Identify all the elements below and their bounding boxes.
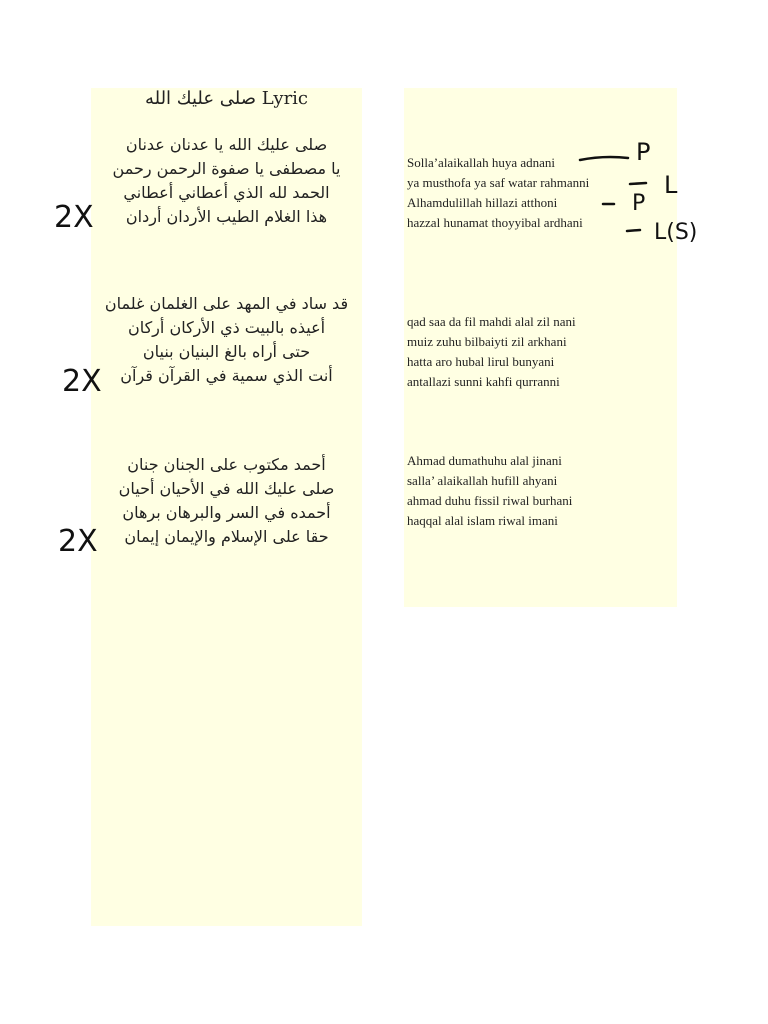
arabic-line: أحمد مكتوب على الجنان جنان <box>127 455 326 474</box>
arabic-stanza-3 <box>91 453 362 549</box>
transliteration-line: antallazi sunni kahfi qurranni <box>407 374 560 389</box>
transliteration-line: muiz zuhu bilbaiyti zil arkhani <box>407 334 567 349</box>
transliteration-stanza-2 <box>407 312 675 392</box>
annotation-p-2: P <box>632 191 646 216</box>
arabic-line: الحمد لله الذي أعطاني أعطاني <box>123 183 330 202</box>
transliteration-line: Alhamdulillah hillazi atthoni <box>407 195 558 210</box>
transliteration-line: salla’ alaikallah hufill ahyani <box>407 473 558 488</box>
transliteration-stanza-3 <box>407 451 675 531</box>
transliteration-line: Solla’alaikallah huya adnani <box>407 155 556 170</box>
transliteration-line: hatta aro hubal lirul bunyani <box>407 354 555 369</box>
repeat-mark-1: 2X <box>54 200 94 235</box>
arabic-line: هذا الغلام الطيب الأردان أردان <box>125 207 328 226</box>
arabic-stanza-1 <box>91 133 362 229</box>
arabic-line: أحمده في السر والبرهان برهان <box>122 503 331 522</box>
arabic-line: حقا على الإسلام والإيمان إيمان <box>124 527 329 546</box>
transliteration-line: Ahmad dumathuhu alal jinani <box>407 453 562 468</box>
transliteration-line: qad saa da fil mahdi alal zil nani <box>407 314 576 329</box>
transliteration-line: ahmad duhu fissil riwal burhani <box>407 493 573 508</box>
transliteration-line: ya musthofa ya saf watar rahmanni <box>407 175 590 190</box>
transliteration-line: haqqal alal islam riwal imani <box>407 513 558 528</box>
arabic-line: أنت الذي سمية في القرآن قرآن <box>120 366 333 385</box>
repeat-mark-3: 2X <box>58 524 98 559</box>
arabic-line: صلى عليك الله في الأحيان أحيان <box>118 479 335 498</box>
repeat-mark-2: 2X <box>62 364 102 399</box>
annotation-p-1: P <box>636 138 651 166</box>
lyrics-title: صلى عليك الله Lyric <box>144 88 309 109</box>
annotation-l-1: L <box>664 171 678 199</box>
arabic-line: أعيذه بالبيت ذي الأركان أركان <box>127 318 326 337</box>
transliteration-line: hazzal hunamat thoyyibal ardhani <box>407 215 583 230</box>
arabic-stanza-2 <box>91 292 362 388</box>
arabic-line: يا مصطفى يا صفوة الرحمن رحمن <box>112 159 341 178</box>
arabic-line: قد ساد في المهد على الغلمان غلمان <box>104 294 349 313</box>
annotation-l-s: L(S) <box>654 220 698 245</box>
arabic-line: حتى أراه بالغ البنيان بنيان <box>142 342 311 361</box>
arabic-line: صلى عليك الله يا عدنان عدنان <box>125 135 328 154</box>
